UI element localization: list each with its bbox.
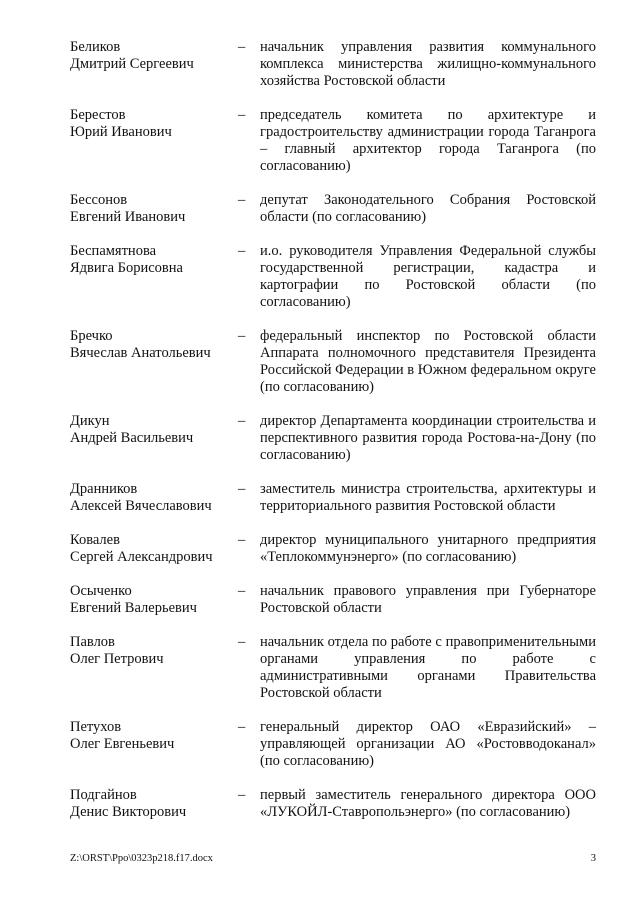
list-item [70, 481, 596, 515]
dash-separator: – [238, 107, 246, 123]
dash-separator: – [238, 413, 246, 429]
member-role: начальник отдела по работе с правоприменительными органами управления по работе с административными органами Правительства Ростовской области [260, 634, 596, 701]
member-given-name: Алексей Вячеславович [70, 498, 212, 514]
list-item [70, 192, 596, 226]
member-given-name: Олег Евгеньевич [70, 736, 175, 752]
list-item [70, 634, 596, 702]
page-footer [70, 853, 596, 865]
member-given-name: Евгений Иванович [70, 209, 186, 225]
member-name [70, 532, 236, 566]
member-role: начальник управления развития коммунального комплекса министерства жилищно-коммунального хозяйства Ростовской области [260, 39, 596, 89]
list-item [70, 532, 596, 566]
member-name [70, 634, 236, 668]
file-path: Z:\ORST\Ppo\0323p218.f17.docx [70, 853, 213, 864]
member-given-name: Дмитрий Сергеевич [70, 56, 194, 72]
member-name [70, 583, 236, 617]
member-role: председатель комитета по архитектуре и градостроительству администрации города Таганрога – главный архитектор города Таганрога (по согласованию) [260, 107, 596, 174]
list-item [70, 787, 596, 821]
list-item [70, 719, 596, 770]
member-role: заместитель министра строительства, архитектуры и территориального развития Ростовской области [260, 481, 596, 514]
member-surname: Ковалев [70, 532, 120, 548]
member-list [70, 39, 596, 838]
dash-separator: – [238, 39, 246, 55]
member-surname: Бречко [70, 328, 113, 344]
member-surname: Осыченко [70, 583, 132, 599]
member-surname: Бeликов [70, 39, 121, 55]
member-name [70, 719, 236, 753]
member-role: первый заместитель генерального директора ООО «ЛУКОЙЛ-Ставропольэнерго» (по согласованию) [260, 787, 596, 820]
list-item [70, 583, 596, 617]
member-role: федеральный инспектор по Ростовской области Аппарата полномочного представителя Президента Российской Федерации в Южном федеральном округе (по согласованию) [260, 328, 596, 395]
member-name [70, 192, 236, 226]
member-role: начальник правового управления при Губернаторе Ростовской области [260, 583, 596, 616]
member-given-name: Евгений Валерьевич [70, 600, 197, 616]
dash-separator: – [238, 481, 246, 497]
member-role: директор Департамента координации строительства и перспективного развития города Ростова-на-Дону (по согласованию) [260, 413, 596, 463]
member-surname: Бессонов [70, 192, 128, 208]
member-surname: Дранников [70, 481, 138, 497]
list-item [70, 328, 596, 396]
member-role: генеральный директор ОАО «Евразийский» – управляющей организации АО «Ростовводоканал» (по согласованию) [260, 719, 596, 769]
list-item [70, 107, 596, 175]
member-surname: Беспамятнова [70, 243, 157, 259]
member-role: и.о. руководителя Управления Федеральной службы государственной регистрации, кадастра и картографии по Ростовской области (по согласованию) [260, 243, 596, 310]
list-item [70, 413, 596, 464]
dash-separator: – [238, 328, 246, 344]
dash-separator: – [238, 192, 246, 208]
page-number: 3 [590, 853, 596, 864]
dash-separator: – [238, 787, 246, 803]
member-name [70, 243, 236, 277]
member-name [70, 328, 236, 362]
dash-separator: – [238, 243, 246, 259]
member-given-name: Денис Викторович [70, 804, 187, 820]
member-given-name: Олег Петрович [70, 651, 164, 667]
member-surname: Павлов [70, 634, 115, 650]
member-given-name: Ядвига Борисовна [70, 260, 183, 276]
member-surname: Дикун [70, 413, 110, 429]
member-name [70, 481, 236, 515]
list-item [70, 243, 596, 311]
member-name [70, 787, 236, 821]
dash-separator: – [238, 532, 246, 548]
member-surname: Петухов [70, 719, 122, 735]
list-item [70, 39, 596, 90]
member-surname: Подгайнов [70, 787, 137, 803]
member-given-name: Сергей Александрович [70, 549, 213, 565]
dash-separator: – [238, 634, 246, 650]
member-surname: Берестов [70, 107, 126, 123]
dash-separator: – [238, 583, 246, 599]
member-given-name: Юрий Иванович [70, 124, 172, 140]
member-name [70, 107, 236, 141]
member-role: депутат Законодательного Собрания Ростовской области (по согласованию) [260, 192, 596, 225]
dash-separator: – [238, 719, 246, 735]
member-name [70, 39, 236, 73]
member-name [70, 413, 236, 447]
member-given-name: Вячеслав Анатольевич [70, 345, 211, 361]
member-given-name: Андрей Васильевич [70, 430, 194, 446]
member-role: директор муниципального унитарного предприятия «Теплокоммунэнерго» (по согласованию) [260, 532, 596, 565]
